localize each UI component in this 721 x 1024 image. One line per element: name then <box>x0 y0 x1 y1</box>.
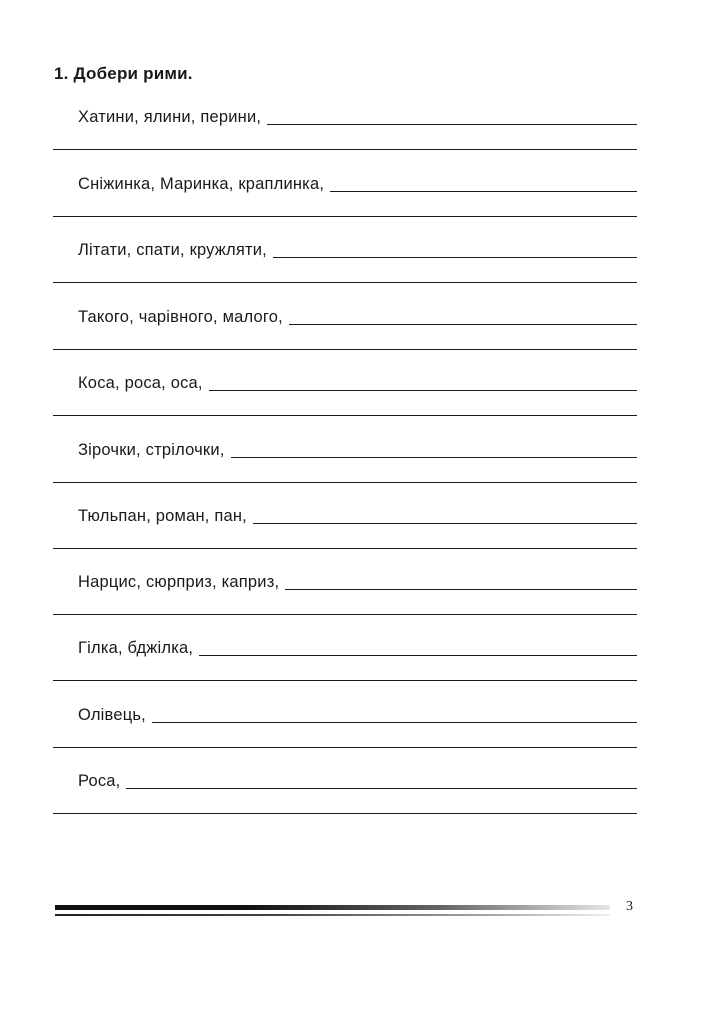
answer-line[interactable] <box>53 614 637 615</box>
prompt-line <box>78 172 637 194</box>
rhyme-prompt: Гілка, бджілка, <box>78 639 194 657</box>
rhyme-prompt: Роса, <box>78 772 121 790</box>
rhyme-prompt: Хатини, ялини, перини, <box>78 108 262 126</box>
prompt-line <box>78 105 637 127</box>
answer-line[interactable] <box>53 482 637 483</box>
rhyme-exercise <box>0 636 721 702</box>
answer-line[interactable] <box>53 548 637 549</box>
answer-blank[interactable] <box>285 571 637 590</box>
rhyme-exercise <box>0 438 721 504</box>
answer-blank[interactable] <box>209 372 637 391</box>
prompt-line <box>78 305 637 327</box>
answer-line[interactable] <box>53 149 637 150</box>
answer-blank[interactable] <box>231 439 637 458</box>
answer-line[interactable] <box>53 282 637 283</box>
prompt-line <box>78 438 637 460</box>
rhyme-exercise <box>0 703 721 769</box>
rhyme-prompt: Олівець, <box>78 706 146 724</box>
rhyme-exercise <box>0 570 721 636</box>
footer-rule <box>55 905 610 917</box>
rhyme-exercise <box>0 172 721 238</box>
prompt-line <box>78 703 637 725</box>
answer-blank[interactable] <box>267 106 637 125</box>
prompt-line <box>78 504 637 526</box>
answer-blank[interactable] <box>152 704 637 723</box>
rhyme-exercise <box>0 769 721 835</box>
answer-line[interactable] <box>53 813 637 814</box>
answer-blank[interactable] <box>330 173 637 192</box>
rhyme-exercise <box>0 504 721 570</box>
rhyme-prompt: Сніжинка, Маринка, краплинка, <box>78 175 325 193</box>
rhyme-prompt: Такого, чарівного, малого, <box>78 308 283 326</box>
answer-line[interactable] <box>53 415 637 416</box>
rhyme-prompt: Нарцис, сюрприз, каприз, <box>78 573 280 591</box>
rhyme-prompt: Тюльпан, роман, пан, <box>78 507 247 525</box>
rhyme-exercise <box>0 105 721 171</box>
answer-line[interactable] <box>53 349 637 350</box>
answer-blank[interactable] <box>199 637 637 656</box>
prompt-line <box>78 570 637 592</box>
rhyme-exercise <box>0 305 721 371</box>
prompt-line <box>78 769 637 791</box>
answer-line[interactable] <box>53 680 637 681</box>
answer-blank[interactable] <box>126 770 637 789</box>
prompt-line <box>78 238 637 260</box>
prompt-line <box>78 636 637 658</box>
answer-line[interactable] <box>53 747 637 748</box>
page-number: 3 <box>626 899 633 914</box>
footer-rule-thin <box>55 914 610 916</box>
rhyme-exercise <box>0 238 721 304</box>
answer-blank[interactable] <box>253 505 637 524</box>
rhyme-prompt: Літати, спати, кружляти, <box>78 241 267 259</box>
answer-blank[interactable] <box>289 306 637 325</box>
prompt-line <box>78 371 637 393</box>
footer-rule-thick <box>55 905 610 910</box>
rhyme-prompt: Зірочки, стрілочки, <box>78 441 225 459</box>
rhyme-prompt: Коса, роса, оса, <box>78 374 203 392</box>
rhyme-exercise <box>0 371 721 437</box>
answer-blank[interactable] <box>273 239 637 258</box>
answer-line[interactable] <box>53 216 637 217</box>
task-title: 1. Добери рими. <box>54 64 193 83</box>
